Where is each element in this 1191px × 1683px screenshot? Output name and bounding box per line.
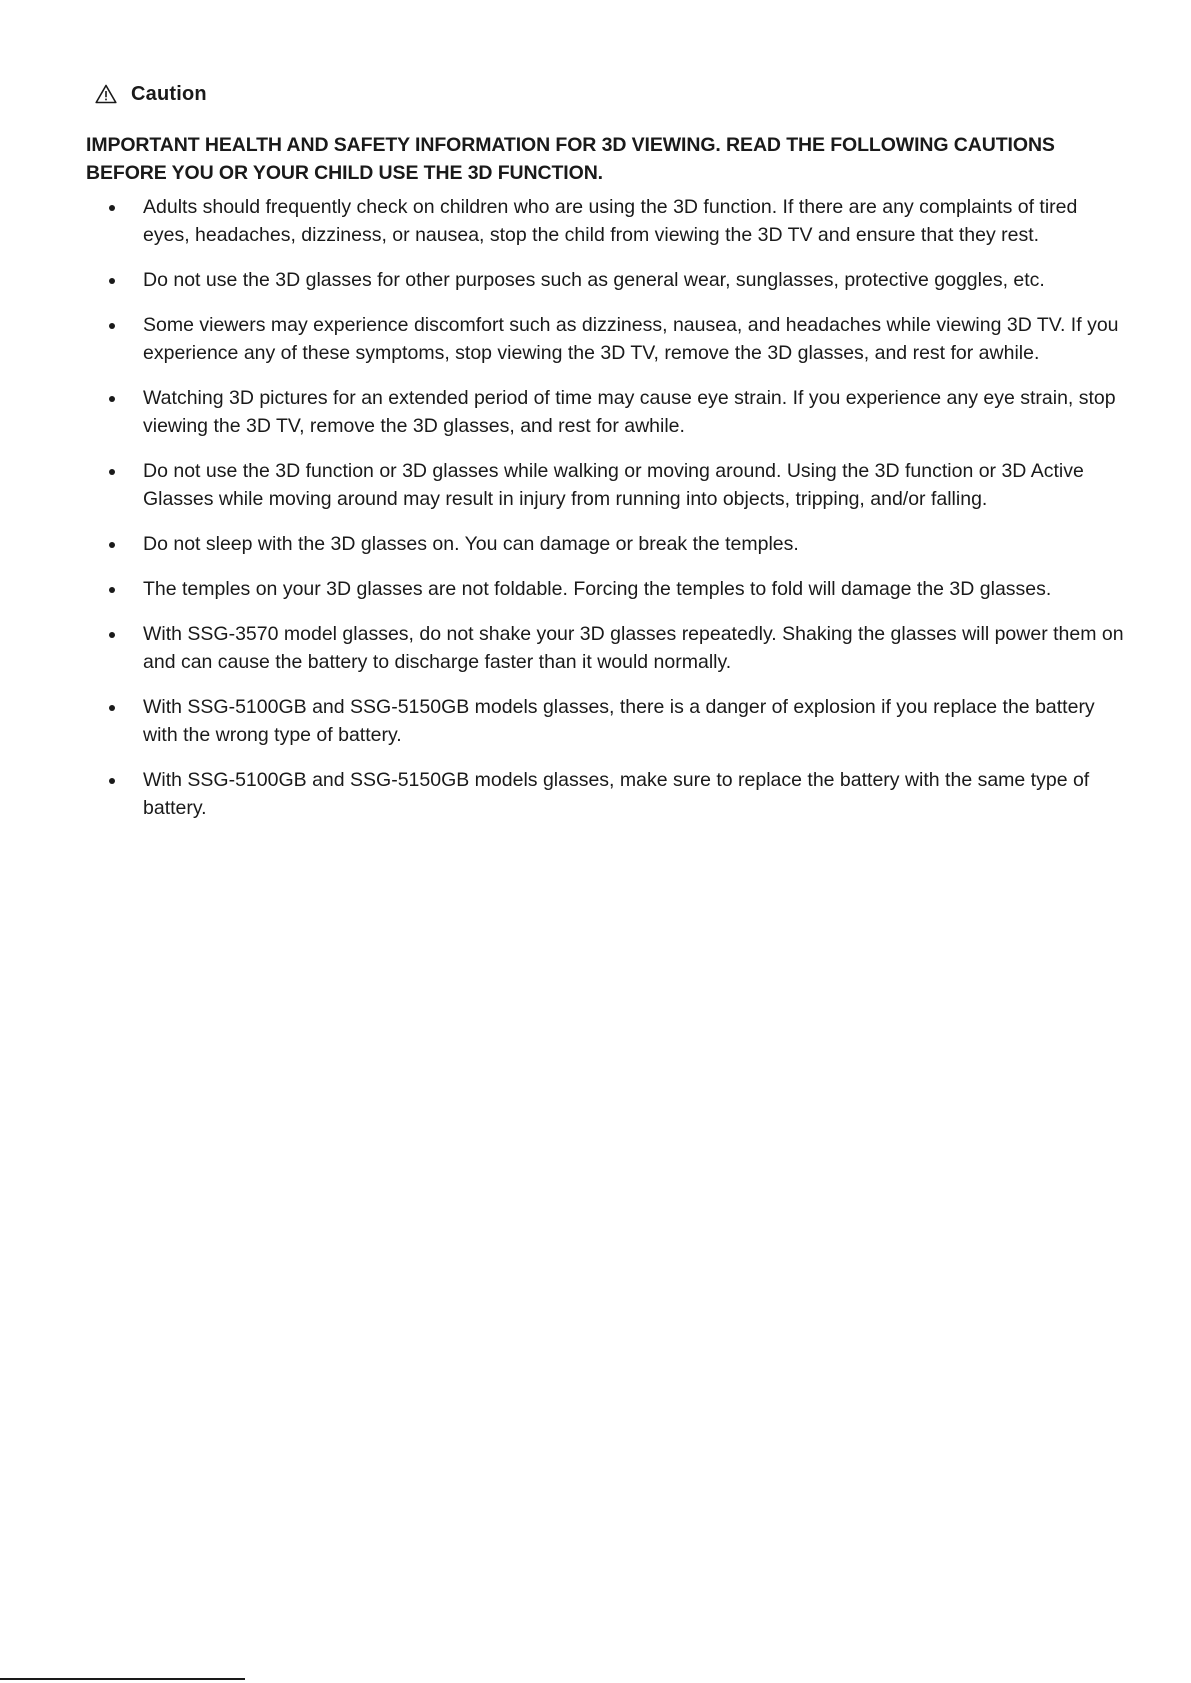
list-item: [86, 766, 1126, 822]
bullet-dot-icon: [109, 205, 115, 211]
list-item: [86, 575, 1126, 603]
bullet-dot-icon: [109, 396, 115, 402]
bullet-dot-icon: [109, 469, 115, 475]
list-item-text: Some viewers may experience discomfort such as dizziness, nausea, and headaches while viewing 3D TV. If you experience any of these symptoms, stop viewing the 3D TV, remove the 3D glasses, and rest for awhile.: [143, 314, 1119, 364]
bullet-dot-icon: [109, 587, 115, 593]
caution-heading: [95, 80, 207, 108]
list-item: [86, 384, 1126, 440]
list-item: [86, 311, 1126, 367]
list-item-text: Do not use the 3D function or 3D glasses while walking or moving around. Using the 3D function or 3D Active Glasses while moving around may result in injury from running into objects, tripping, and/or falling.: [143, 460, 1084, 510]
list-item-text: With SSG-3570 model glasses, do not shake your 3D glasses repeatedly. Shaking the glasses will power them on and can cause the battery to discharge faster than it would normally.: [143, 623, 1124, 673]
bullet-dot-icon: [109, 632, 115, 638]
list-item: [86, 193, 1126, 249]
warning-triangle-icon: [95, 84, 117, 104]
footer-divider: [0, 1678, 245, 1680]
list-item-text: With SSG-5100GB and SSG-5150GB models glasses, make sure to replace the battery with the same type of battery.: [143, 769, 1090, 819]
list-item-text: The temples on your 3D glasses are not foldable. Forcing the temples to fold will damage the 3D glasses.: [143, 578, 1052, 600]
list-item: [86, 693, 1126, 749]
list-item-text: Do not sleep with the 3D glasses on. You can damage or break the temples.: [143, 533, 799, 555]
list-item-text: Adults should frequently check on children who are using the 3D function. If there are any complaints of tired eyes, headaches, dizziness, or nausea, stop the child from viewing the 3D TV and ensure that they rest.: [143, 196, 1078, 246]
list-item: [86, 266, 1126, 294]
list-item: [86, 620, 1126, 676]
safety-warning-title: IMPORTANT HEALTH AND SAFETY INFORMATION FOR 3D VIEWING. READ THE FOLLOWING CAUTIONS BEFORE YOU OR YOUR CHILD USE THE 3D FUNCTION.: [86, 134, 1055, 184]
list-item: [86, 457, 1126, 513]
list-item-text: Do not use the 3D glasses for other purposes such as general wear, sunglasses, protective goggles, etc.: [143, 269, 1045, 291]
caution-list: [86, 193, 1126, 839]
bullet-dot-icon: [109, 542, 115, 548]
bullet-dot-icon: [109, 323, 115, 329]
caution-label: Caution: [131, 82, 207, 105]
list-item: [86, 530, 1126, 558]
bullet-dot-icon: [109, 278, 115, 284]
list-item-text: With SSG-5100GB and SSG-5150GB models glasses, there is a danger of explosion if you replace the battery with the wrong type of battery.: [143, 696, 1095, 746]
bullet-dot-icon: [109, 705, 115, 711]
bullet-dot-icon: [109, 778, 115, 784]
list-item-text: Watching 3D pictures for an extended period of time may cause eye strain. If you experience any eye strain, stop viewing the 3D TV, remove the 3D glasses, and rest for awhile.: [143, 387, 1116, 437]
